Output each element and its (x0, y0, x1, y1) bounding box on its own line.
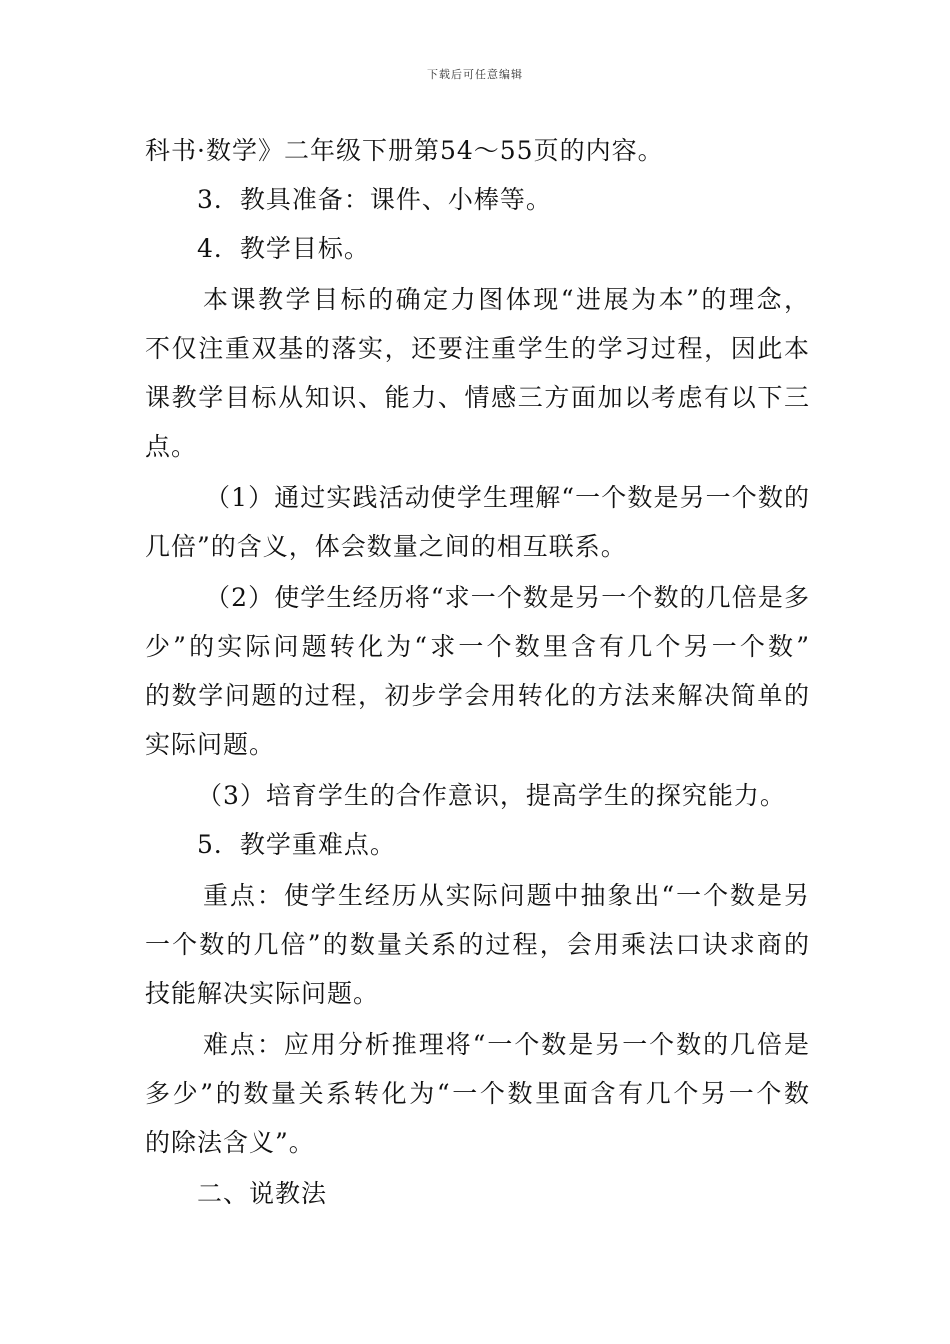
document-body (145, 126, 810, 1218)
text-line: 5．教学重难点。 (197, 830, 396, 859)
text-line: 实际问题。 (145, 730, 276, 759)
section-heading: 二、说教法 (197, 1179, 328, 1208)
text-line: 难点：应用分析推理将“一个数是另一个数的几倍是 (203, 1030, 810, 1059)
text-line: 几倍”的含义，体会数量之间的相互联系。 (145, 532, 627, 561)
text-line: （2）使学生经历将“求一个数是另一个数的几倍是多 (205, 583, 810, 612)
text-line: （3）培育学生的合作意识，提高学生的探究能力。 (197, 781, 786, 810)
text-line: 一个数的几倍”的数量关系的过程，会用乘法口诀求商的 (145, 930, 810, 959)
text-line: 技能解决实际问题。 (145, 979, 380, 1008)
text-line: 本课教学目标的确定力图体现“进展为本”的理念， (203, 285, 810, 314)
text-line: 少”的实际问题转化为“求一个数里含有几个另一个数” (145, 632, 810, 661)
text-line: 重点：使学生经历从实际问题中抽象出“一个数是另 (203, 881, 810, 910)
text-line: 课教学目标从知识、能力、情感三方面加以考虑有以下三 (145, 383, 810, 412)
text-line: 多少”的数量关系转化为“一个数里面含有几个另一个数 (145, 1079, 810, 1108)
text-line: 科书·数学》二年级下册第54～55页的内容。 (145, 136, 664, 165)
text-line: 点。 (145, 432, 198, 461)
text-line: 4．教学目标。 (197, 234, 370, 263)
text-line: 的数学问题的过程，初步学会用转化的方法来解决简单的 (145, 681, 810, 710)
text-line: （1）通过实践活动使学生理解“一个数是另一个数的 (205, 483, 810, 512)
text-line: 不仅注重双基的落实，还要注重学生的学习过程，因此本 (145, 334, 810, 363)
text-line: 3．教具准备：课件、小棒等。 (197, 185, 552, 214)
text-line: 的除法含义”。 (145, 1128, 315, 1157)
page-header: 下载后可任意编辑 (427, 68, 523, 81)
